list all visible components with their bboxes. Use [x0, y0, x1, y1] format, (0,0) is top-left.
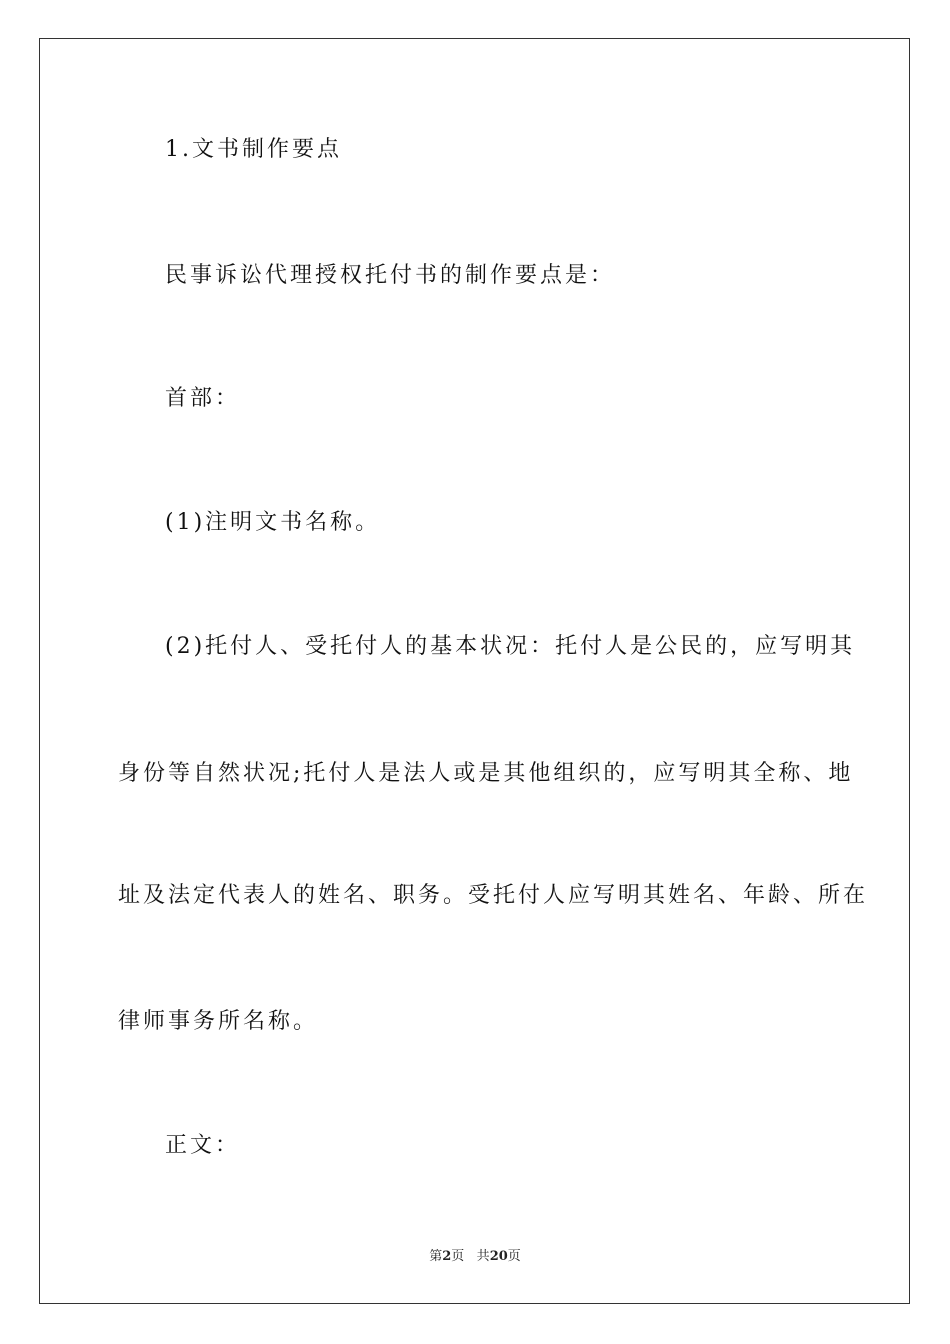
total-suffix: 页: [507, 1249, 521, 1264]
item-2-line-3: 址及法定代表人的姓名、职务。受托付人应写明其姓名、年龄、所在: [118, 883, 869, 908]
item-2-line-4: 律师事务所名称。: [118, 1009, 319, 1034]
item-2-line-1: (2)托付人、受托付人的基本状况：托付人是公民的，应写明其: [165, 634, 856, 659]
item-1: (1)注明文书名称。: [165, 510, 381, 535]
doc-heading: 1.文书制作要点: [165, 137, 342, 162]
page-suffix: 页: [451, 1249, 465, 1264]
page-prefix: 第: [429, 1249, 443, 1264]
section-header-label: 首部：: [165, 386, 241, 411]
page-footer: [0, 1248, 950, 1266]
total-prefix: 共: [476, 1249, 490, 1264]
item-2-line-2: 身份等自然状况;托付人是法人或是其他组织的，应写明其全称、地: [118, 761, 854, 786]
page-number: 2: [442, 1249, 452, 1264]
section-body-label: 正文：: [165, 1133, 241, 1158]
page-frame: [39, 38, 910, 1304]
total-pages: 20: [489, 1249, 508, 1264]
intro-paragraph: 民事诉讼代理授权托付书的制作要点是：: [165, 263, 616, 288]
